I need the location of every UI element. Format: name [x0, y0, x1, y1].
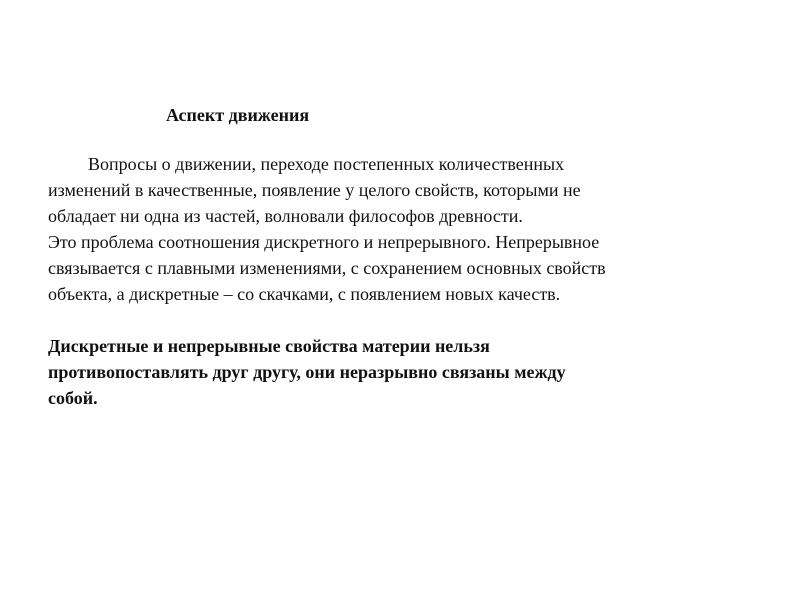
paragraph-1-line-1: Вопросы о движении, переходе постепенных количественных: [88, 154, 565, 174]
conclusion-line-2: противопоставлять друг другу, они неразрывно связаны между: [48, 362, 566, 382]
slide-body: [48, 151, 768, 411]
conclusion-line-1: Дискретные и непрерывные свойства материи нельзя: [48, 336, 490, 356]
paragraph-spacer: [48, 307, 768, 333]
slide-title: Аспект движения: [166, 105, 310, 125]
paragraph-1-line-3: обладает ни одна из частей, волновали философов древности.: [48, 206, 523, 226]
paragraph-2-line-3: объекта, а дискретные – со скачками, с появлением новых качеств.: [48, 284, 561, 304]
paragraph-1-line-2: изменений в качественные, появление у целого свойств, которыми не: [48, 180, 581, 200]
conclusion-line-3: собой.: [48, 388, 98, 408]
paragraph-2-line-2: связывается с плавными изменениями, с сохранением основных свойств: [48, 258, 606, 278]
paragraph-2-line-1: Это проблема соотношения дискретного и непрерывного. Непрерывное: [48, 232, 600, 252]
